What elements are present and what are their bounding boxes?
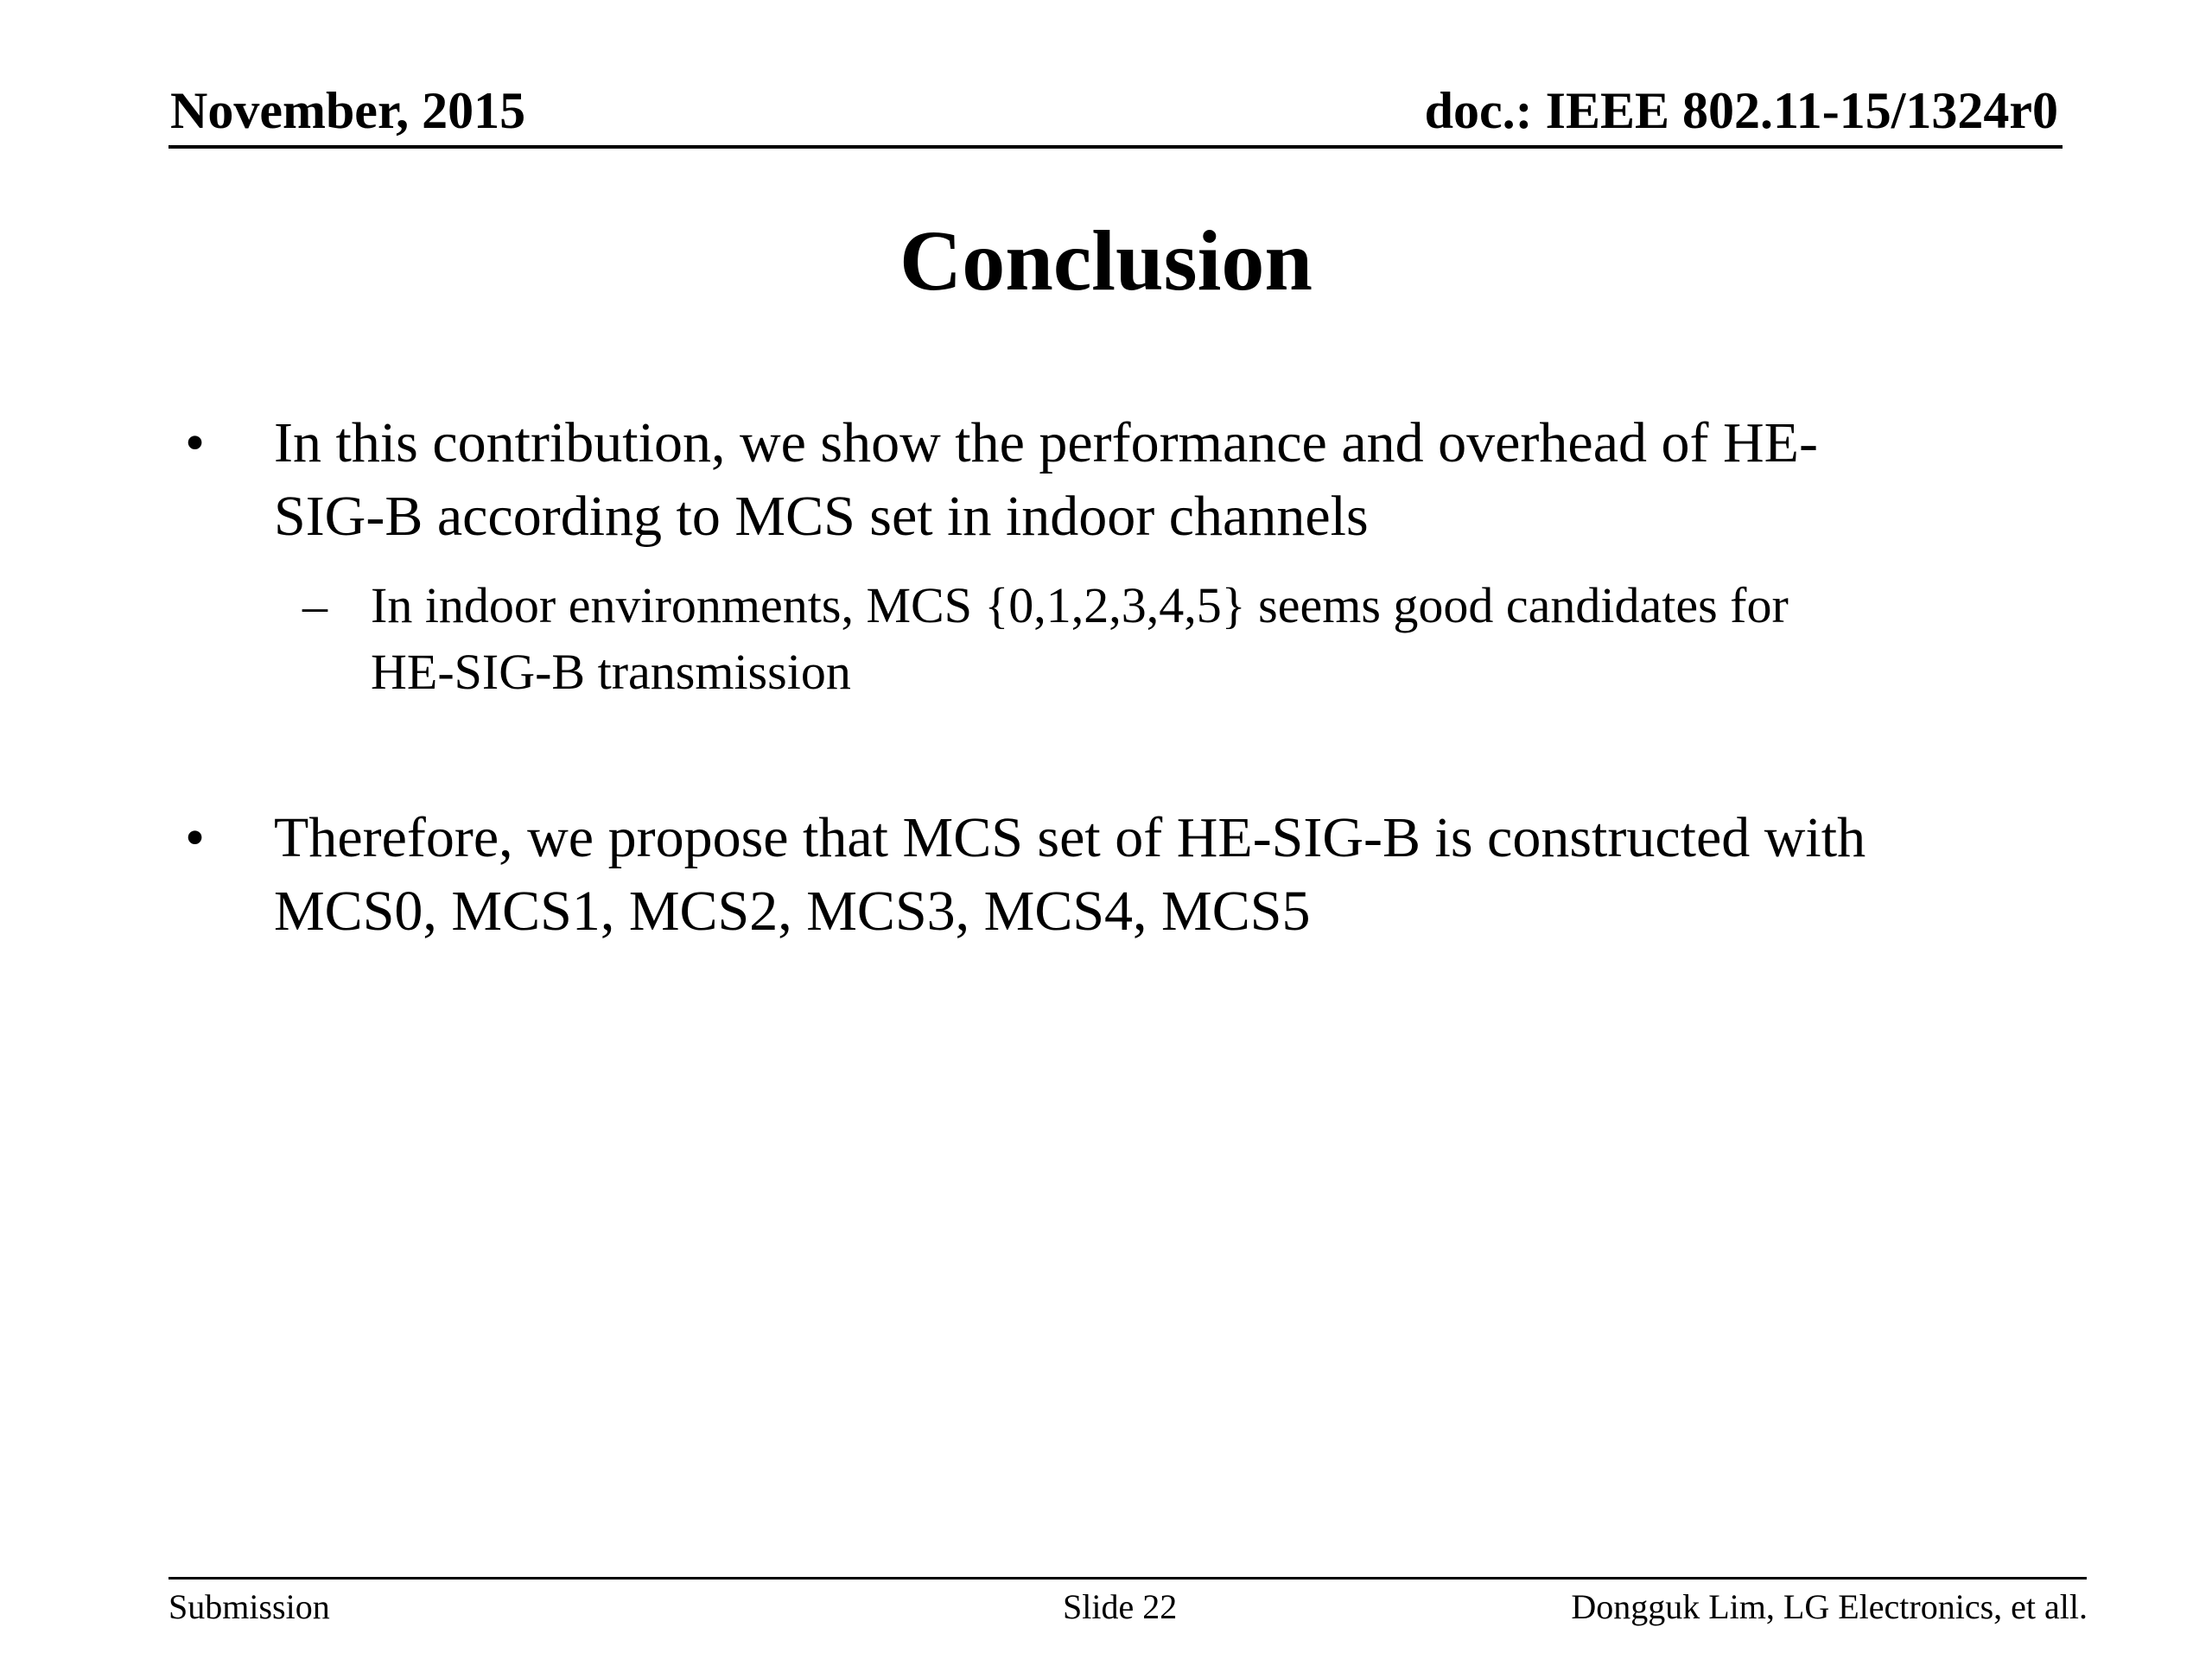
footer-slide-number: Slide 22 bbox=[1063, 1587, 1178, 1626]
slide-title: Conclusion bbox=[899, 213, 1313, 308]
header-date: November, 2015 bbox=[170, 82, 526, 139]
sub-bullet-text bbox=[371, 572, 2012, 705]
footer-submission: Submission bbox=[168, 1587, 330, 1626]
sub-bullet-line: HE-SIG-B transmission bbox=[371, 644, 851, 700]
footer-authors: Dongguk Lim, LG Electronics, et all. bbox=[1571, 1587, 2088, 1626]
bullet-line: Therefore, we propose that MCS set of HE-SIG-B is constructed with bbox=[274, 806, 1866, 869]
sub-bullet-line: In indoor environments, MCS {0,1,2,3,4,5} seems good candidates for bbox=[371, 577, 1789, 633]
bullet-text bbox=[274, 406, 2071, 553]
bullet-line: SIG-B according to MCS set in indoor channels bbox=[274, 485, 1369, 548]
footer-divider bbox=[168, 1577, 2087, 1580]
sub-bullet-marker: – bbox=[302, 577, 327, 633]
bullet-line: In this contribution, we show the performance and overhead of HE- bbox=[274, 411, 1818, 474]
header-doc-id: doc.: IEEE 802.11-15/1324r0 bbox=[1424, 82, 2058, 139]
bullet-text bbox=[274, 801, 2071, 948]
bullet-marker: • bbox=[185, 806, 206, 869]
header-divider bbox=[168, 145, 2063, 149]
bullet-marker: • bbox=[185, 411, 206, 474]
bullet-line: MCS0, MCS1, MCS2, MCS3, MCS4, MCS5 bbox=[274, 880, 1311, 943]
